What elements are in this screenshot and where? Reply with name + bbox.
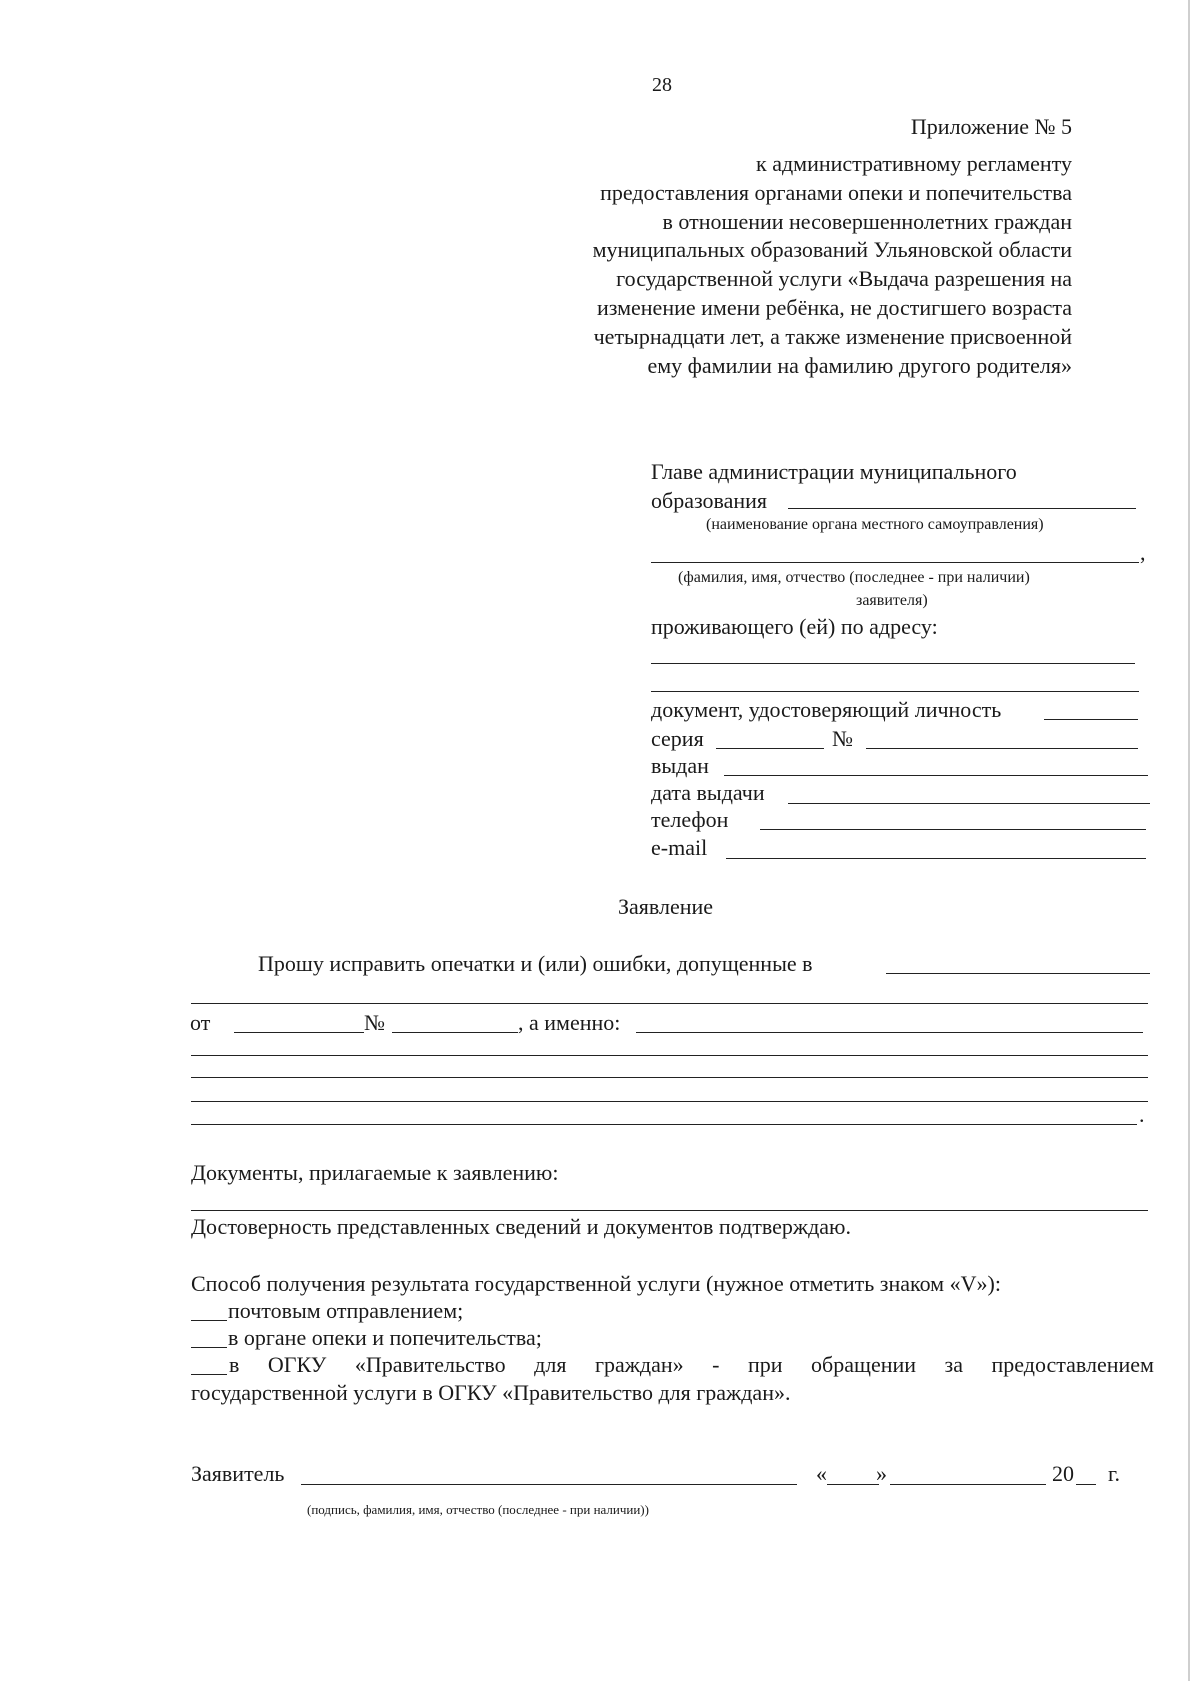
number-label: № bbox=[832, 726, 853, 751]
fio-hint-cont: заявителя) bbox=[856, 592, 928, 609]
day-field[interactable] bbox=[827, 1484, 879, 1485]
scan-edge bbox=[1188, 0, 1190, 1681]
appendix-line: государственной услуги «Выдача разрешения на bbox=[616, 266, 1072, 292]
series-label: серия bbox=[651, 726, 704, 751]
from-date-field[interactable] bbox=[234, 1032, 364, 1033]
signature-hint: (подпись, фамилия, имя, отчество (последнее - при наличии)) bbox=[307, 1502, 649, 1517]
ogku-word: граждан» bbox=[594, 1352, 684, 1377]
ogku-word: ОГКУ bbox=[267, 1352, 327, 1377]
option-ogku-cont: государственной услуги в ОГКУ «Правительство для граждан». bbox=[191, 1380, 791, 1405]
id-doc-label: документ, удостоверяющий личность bbox=[651, 697, 1002, 722]
email-field[interactable] bbox=[726, 858, 1146, 859]
phone-field[interactable] bbox=[760, 829, 1146, 830]
appendix-description bbox=[593, 150, 1072, 380]
doc-number-field[interactable] bbox=[392, 1032, 518, 1033]
document-name-field[interactable] bbox=[886, 973, 1150, 974]
email-label: e-mail bbox=[651, 835, 708, 860]
appendix-line: в отношении несовершеннолетних граждан bbox=[662, 208, 1072, 234]
issue-date-field[interactable] bbox=[788, 803, 1150, 804]
address-field-2[interactable] bbox=[651, 691, 1139, 692]
ogku-word: за bbox=[944, 1352, 963, 1377]
ogku-word: обращении bbox=[811, 1352, 917, 1377]
applicant-name-field[interactable] bbox=[651, 562, 1139, 563]
signature-field[interactable] bbox=[301, 1484, 797, 1485]
appendix-line: ему фамилии на фамилию другого родителя» bbox=[647, 352, 1072, 378]
appendix-line: изменение имени ребёнка, не достигшего возраста bbox=[596, 294, 1072, 320]
end-period: . bbox=[1139, 1102, 1145, 1127]
comma: , bbox=[1140, 540, 1146, 565]
org-hint: (наименование органа местного самоуправления) bbox=[706, 516, 1044, 533]
id-doc-field[interactable] bbox=[1044, 719, 1138, 720]
address-field-1[interactable] bbox=[651, 663, 1135, 664]
ogku-word: предоставлением bbox=[991, 1352, 1154, 1377]
appendix-line: предоставления органами опеки и попечительства bbox=[600, 179, 1072, 205]
appendix-line: четырнадцати лет, а также изменение присвоенной bbox=[593, 323, 1072, 349]
issue-date-label: дата выдачи bbox=[651, 780, 765, 805]
id-number-field[interactable] bbox=[866, 748, 1138, 749]
option-ogku bbox=[229, 1352, 1154, 1378]
ogku-word: при bbox=[748, 1352, 783, 1377]
from-label: от bbox=[190, 1010, 211, 1035]
ogku-word: «Правительство bbox=[354, 1352, 506, 1377]
municipality-label: образования bbox=[651, 488, 768, 513]
ogku-word: - bbox=[712, 1352, 720, 1377]
applicant-label: Заявитель bbox=[191, 1461, 285, 1486]
appendix-line: муниципальных образований Ульяновской области bbox=[592, 237, 1072, 263]
quote-open: « bbox=[816, 1461, 827, 1486]
month-field[interactable] bbox=[890, 1484, 1046, 1485]
ogku-word: для bbox=[534, 1352, 567, 1377]
details-line-3[interactable] bbox=[191, 1101, 1148, 1102]
checkbox-guardianship[interactable] bbox=[191, 1347, 227, 1348]
delivery-title: Способ получения результата государственной услуги (нужное отметить знаком «V»): bbox=[191, 1271, 1001, 1296]
confirmation-text: Достоверность представленных сведений и документов подтверждаю. bbox=[191, 1214, 851, 1239]
details-line-1[interactable] bbox=[191, 1055, 1148, 1056]
appendix-title: Приложение № 5 bbox=[910, 114, 1072, 139]
checkbox-ogku[interactable] bbox=[191, 1374, 227, 1375]
year-field[interactable] bbox=[1076, 1484, 1096, 1485]
addressee-line: Главе администрации муниципального bbox=[651, 459, 1017, 484]
municipality-field[interactable] bbox=[788, 508, 1136, 509]
appendix-line: к административному регламенту bbox=[756, 151, 1072, 176]
documents-label: Документы, прилагаемые к заявлению: bbox=[191, 1160, 559, 1185]
request-text: Прошу исправить опечатки и (или) ошибки, допущенные в bbox=[258, 951, 813, 976]
year-suffix: г. bbox=[1108, 1461, 1121, 1486]
issued-label: выдан bbox=[651, 753, 709, 778]
details-line-2[interactable] bbox=[191, 1077, 1148, 1078]
checkbox-post[interactable] bbox=[191, 1320, 227, 1321]
documents-field[interactable] bbox=[191, 1210, 1148, 1211]
namely-field[interactable] bbox=[636, 1032, 1143, 1033]
option-post: почтовым отправлением; bbox=[228, 1298, 464, 1323]
address-label: проживающего (ей) по адресу: bbox=[651, 614, 938, 639]
details-line-4[interactable] bbox=[191, 1124, 1137, 1125]
issued-field[interactable] bbox=[724, 775, 1148, 776]
doc-number-label: № bbox=[364, 1010, 385, 1035]
namely-label: , а именно: bbox=[518, 1010, 621, 1035]
statement-title: Заявление bbox=[618, 894, 714, 919]
year-prefix: 20 bbox=[1052, 1461, 1074, 1486]
quote-close: » bbox=[876, 1461, 887, 1486]
document-name-field-cont[interactable] bbox=[191, 1003, 1148, 1004]
page-number: 28 bbox=[652, 74, 672, 96]
fio-hint: (фамилия, имя, отчество (последнее - при наличии) bbox=[678, 569, 1030, 586]
series-field[interactable] bbox=[716, 748, 824, 749]
option-guardianship: в органе опеки и попечительства; bbox=[228, 1325, 542, 1350]
ogku-word: в bbox=[229, 1352, 240, 1377]
phone-label: телефон bbox=[651, 807, 729, 832]
